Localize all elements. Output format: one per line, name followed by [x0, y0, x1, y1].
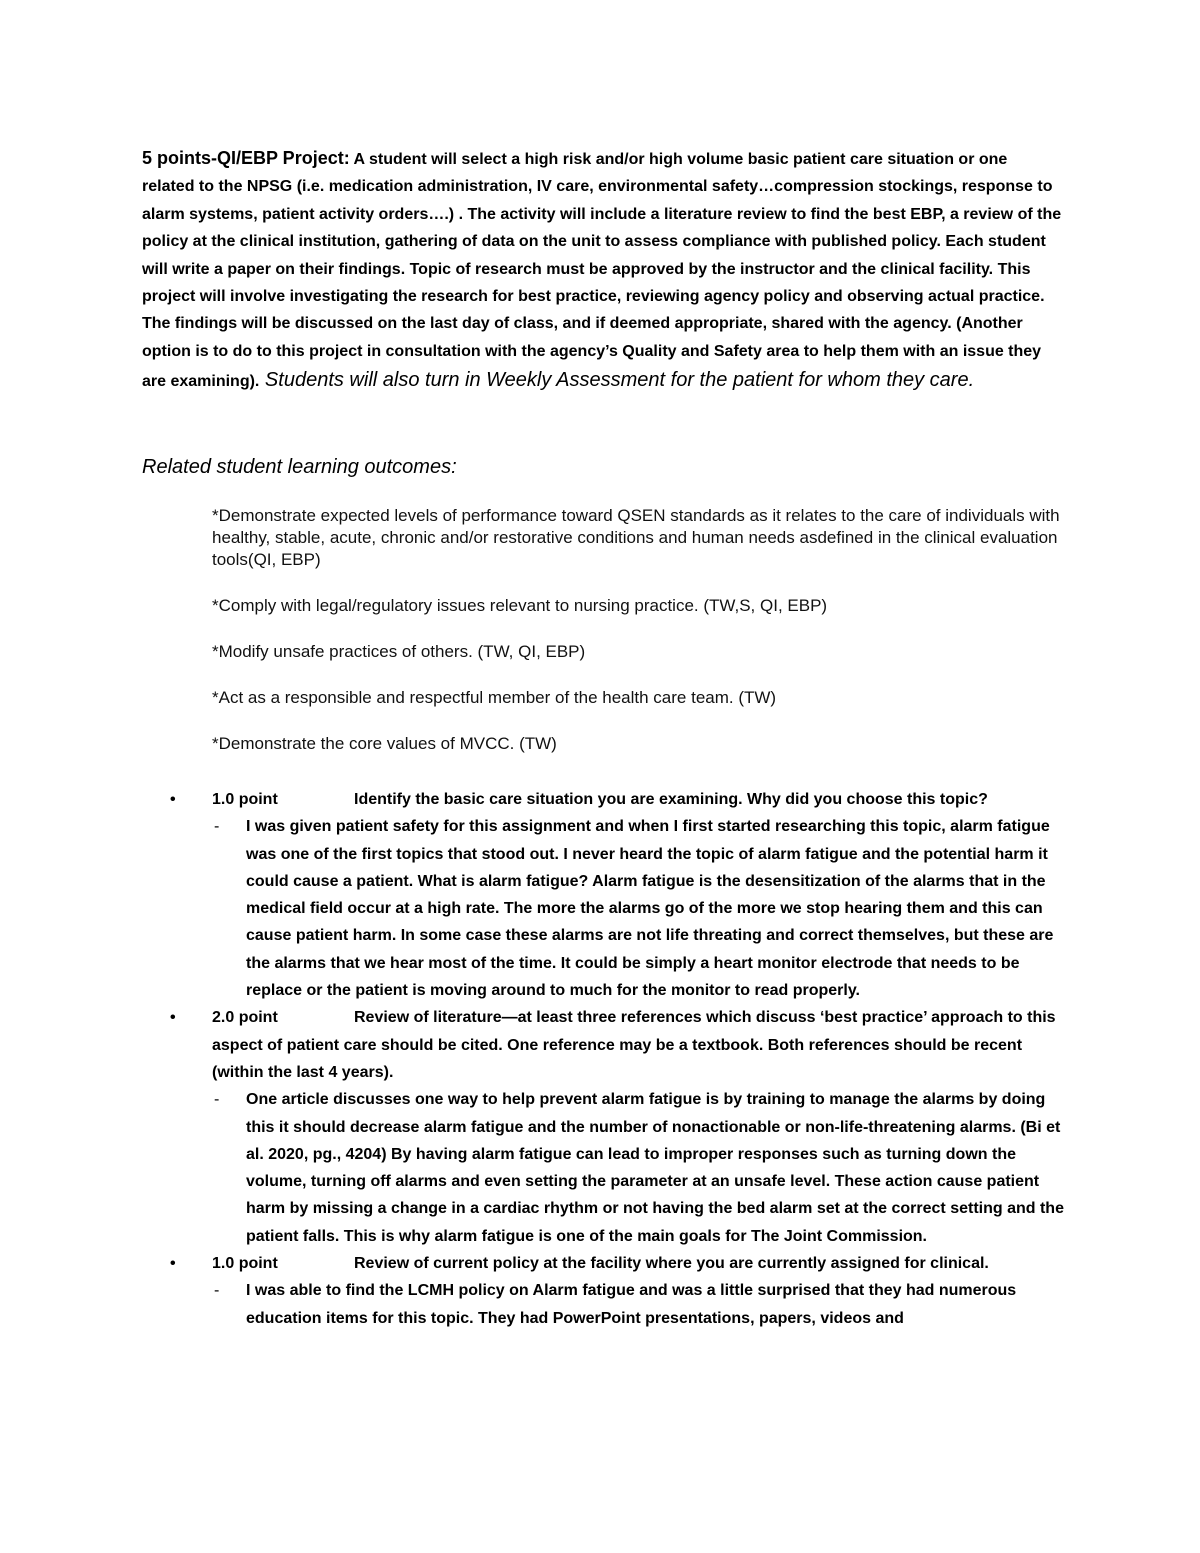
point-item: [168, 786, 1068, 1004]
point-task: Identify the basic care situation you are examining. Why did you choose this topic?: [354, 791, 988, 808]
bullet-icon: •: [170, 1255, 176, 1273]
dash-icon: -: [214, 1282, 220, 1300]
outcome-item: *Comply with legal/regulatory issues relevant to nursing practice. (TW,S, QI, EBP): [212, 596, 828, 615]
point-item: [168, 1250, 1068, 1332]
point-label: 1.0 point: [212, 1255, 278, 1273]
points-list: [168, 786, 1068, 1332]
outcome-item: *Act as a responsible and respectful member of the health care team. (TW): [212, 688, 777, 707]
answer-list: [212, 1086, 1068, 1250]
project-description-body: A student will select a high risk and/or high volume basic patient care situation or one related to the NPSG (i.e. medication administration, IV care, environmental safety…compression stockings, response to alarm systems, patient activity orders….) . The activity will include a literature review to find the best EBP, a review of the policy at the clinical institution, gathering of data on the unit to assess compliance with published policy. Each student will write a paper on their findings. Topic of research must be approved by the instructor and the clinical facility. This project will involve investigating the research for best practice, reviewing agency policy and observing actual practice. The findings will be discussed on the last day of class, and if deemed appropriate, shared with the agency. (Another option is to do to this project in consultation with the agency’s Quality and Safety area to help them with an issue they are examining).: [142, 151, 1062, 391]
dash-icon: -: [214, 1091, 220, 1109]
point-label: 2.0 point: [212, 1009, 278, 1027]
answer-list: [212, 1277, 1068, 1332]
point-task: Review of literature—at least three references which discuss ‘best practice’ approach to this aspect of patient care should be cited. One reference may be a textbook. Both references should be recent (within the last 4 years).: [212, 1009, 1056, 1081]
answer-text: I was given patient safety for this assignment and when I first started researching this topic, alarm fatigue was one of the first topics that stood out. I never heard the topic of alarm fatigue and the potential harm it could cause a patient. What is alarm fatigue? Alarm fatigue is the desensitization of the alarms that in the medical field occur at a high rate. The more the alarms go of the more we stop hearing them and this can cause patient harm. In some case these alarms are not life threating and correct themselves, but these are the alarms that we hear most of the time. It could be simply a heart monitor electrode that needs to be replace or the patient is moving around to much for the monitor to read properly.: [246, 818, 1054, 1000]
outcomes-list: [212, 505, 1062, 779]
outcomes-heading: Related student learning outcomes:: [142, 456, 457, 478]
bullet-icon: •: [170, 791, 176, 808]
outcome-item: *Demonstrate the core values of MVCC. (TW): [212, 734, 557, 753]
project-heading: 5 points-QI/EBP Project:: [142, 148, 350, 168]
point-item: [168, 1004, 1068, 1250]
answer-text: One article discusses one way to help prevent alarm fatigue is by training to manage the alarms by doing this it should decrease alarm fatigue and the number of nonactionable or non-life-threatening alarms. (Bi et al. 2020, pg., 4204) By having alarm fatigue can lead to improper responses such as turning down the volume, turning off alarms and even setting the parameter at an unsafe level. These action cause patient harm by missing a change in a cardiac rhythm or not having the bed alarm set at the correct setting and the patient falls. This is why alarm fatigue is one of the main goals for The Joint Commission.: [246, 1091, 1064, 1245]
answer-text: I was able to find the LCMH policy on Alarm fatigue and was a little surprised that they had numerous education items for this topic. They had PowerPoint presentations, papers, videos and: [246, 1282, 1017, 1327]
point-label: 1.0 point: [212, 791, 278, 808]
answer-item: [212, 813, 1068, 1004]
answer-item: [212, 1086, 1068, 1250]
outcome-item: *Demonstrate expected levels of performance toward QSEN standards as it relates to the care of individuals with healthy, stable, acute, chronic and/or restorative conditions and human needs asdefined in the clinical evaluation tools(QI, EBP): [212, 506, 1060, 569]
dash-icon: -: [214, 818, 220, 836]
project-description: [142, 145, 1062, 396]
answer-list: [212, 813, 1068, 1004]
answer-item: [212, 1277, 1068, 1332]
project-italic-note: Students will also turn in Weekly Assessment for the patient for whom they care.: [259, 369, 975, 392]
point-task: Review of current policy at the facility where you are currently assigned for clinical.: [354, 1255, 989, 1273]
outcome-item: *Modify unsafe practices of others. (TW, QI, EBP): [212, 642, 586, 661]
bullet-icon: •: [170, 1009, 176, 1027]
